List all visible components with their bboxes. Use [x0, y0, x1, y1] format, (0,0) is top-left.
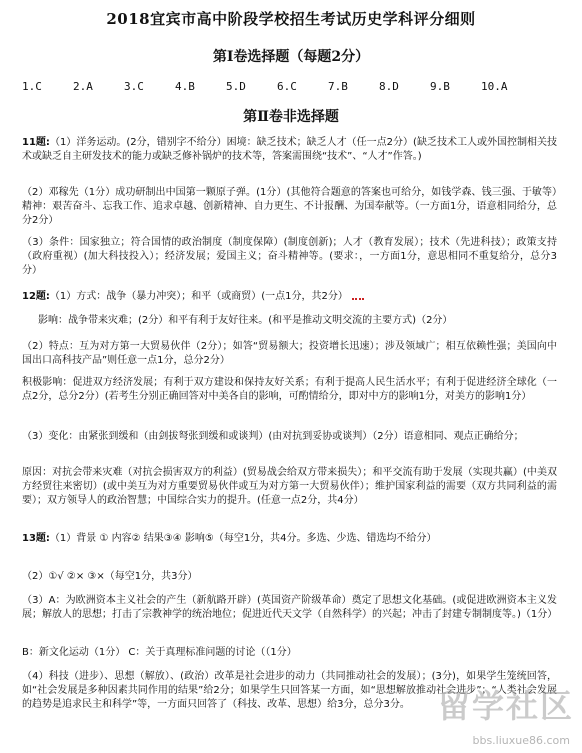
q13-part3: （3）A：为欧洲资本主义社会的产生（新航路开辟）(英国资产阶级革命）奠定了思想文化基础。(或促进欧洲资本主义发展；解放人的思想；打击了宗教神学的统治地位；促进近代天文学（自然科学）的兴起；冲击了封建专制制度等。)（1分）: [22, 595, 558, 620]
answer-item: 4.B: [175, 80, 195, 93]
answer-item: 8.D: [379, 80, 399, 93]
choice-answers-row: [22, 80, 562, 93]
q11-p1-text: （1）洋务运动。(2分，错别字不给分）困境：缺乏技术；缺乏人才（任一点2分）(缺乏技术工人或外国控制相关技术或缺乏自主研发技术的能力或缺乏修补锅炉的技术等，答案需围绕“技术”、“人才”作答。): [22, 137, 558, 162]
answer-item: 7.B: [328, 80, 348, 93]
answer-item: 2.A: [73, 80, 93, 93]
q12-p1-text: （1）方式：战争（暴力冲突）；和平（或商贸）(一点1分，共2分）: [49, 291, 348, 302]
watermark-logo: 留学社区: [437, 687, 574, 725]
q13-p1-text: （1）背景 ① 内容② 结果③④ 影响⑤（每空1分，共4分。多选、少选、错选均不给分）: [49, 533, 437, 544]
answer-item: 5.D: [226, 80, 246, 93]
q12-label: 12题:: [22, 291, 50, 302]
spellcheck-mark: [352, 293, 364, 300]
q12-part3: （3）变化：由紧张到缓和（由剑拔弩张到缓和或谈判）(由对抗到妥协或谈判）（2分）语意相同、观点正确给分；: [22, 431, 524, 442]
document-title: 2018宜宾市高中阶段学校招生考试历史学科评分细则: [106, 10, 476, 28]
q12-part1b: 影响：战争带来灾难；(2分）和平有利于友好往来。(和平是推动文明交流的主要方式)（2分）: [38, 315, 453, 326]
q12-part1: [22, 290, 557, 304]
answer-item: 9.B: [430, 80, 450, 93]
q13-part4: （4）科技（进步）、思想（解放）、(政治）改革是社会进步的动力（共同推动社会的发展）；(3分)，如果学生笼统回答，如“社会发展是多种因素共同作用的结果”给2分；如果学生只回答某一方面，如“思想解放推动社会进步”；“人类社会发展的趋势是追求民主和科学”等，一方面只回答了（科技、改革、思想）给3分，总分3分。: [22, 671, 557, 710]
q11-part1: [22, 136, 557, 164]
q13-part3b: B：新文化运动（1分） C：关于真理标准问题的讨论（（1分）: [22, 647, 297, 658]
q13-part2: （2）①√ ②× ③×（每空1分，共3分）: [22, 571, 198, 582]
q12-part2: （2）特点：互为对方第一大贸易伙伴（2分）；如答“贸易额大；投资增长迅速）；涉及领域广；相互依赖性强；美国向中国出口高科技产品”则任意一点1分，总分2分）: [22, 341, 557, 366]
q12-part3b: 原因：对抗会带来灾难（对抗会损害双方的利益）(贸易战会给双方带来损失）；和平交流有助于发展（实现共赢）(中美双方经贸往来密切）(或中美互为对方重要贸易伙伴或互为对方第一大贸易伙伴）；维护国家利益的需要（双方共同利益的需要）；双方领导人的政治智慧；中国综合实力的提升。(任意一点2分，共4分）: [22, 467, 557, 506]
answer-item: 6.C: [277, 80, 297, 93]
answer-item: 10.A: [481, 80, 508, 93]
section-heading-choice: 第Ⅰ卷选择题（每题2分）: [212, 49, 370, 65]
answer-item: 3.C: [124, 80, 144, 93]
q11-part2: （2）邓稼先（1分）成功研制出中国第一颗原子弹。(1分）(其他符合题意的答案也可给分，如钱学森、钱三强、于敏等）精神：艰苦奋斗、忘我工作、追求卓越、创新精神、自力更生、不计报酬、为国奉献等。（一方面1分，语意相同给分，总分2分）: [22, 187, 557, 226]
q13-label: 13题:: [22, 533, 50, 544]
q13-part1: [22, 532, 557, 546]
section-heading-nonchoice: 第Ⅱ卷非选择题: [243, 109, 339, 125]
watermark-url: bbs.liuxue86.com: [472, 734, 570, 747]
q11-part3: （3）条件：国家独立；符合国情的政治制度（制度保障）(制度创新)；人才（教育发展）；技术（先进科技）；政策支持（政府重视）(加大科技投入）；经济发展；爱国主义；奋斗精神等。(要求：，一方面1分，意思相同不重复给分，总分3分）: [22, 237, 557, 276]
q11-label: 11题:: [22, 137, 50, 148]
q12-part2b: 积极影响：促进双方经济发展；有利于双方建设和保持友好关系；有利于提高人民生活水平；有利于促进经济全球化（一点2分，总分2分）(若考生分别正确回答对中美各自的影响，可酌情给分，即对中方的影响1分，对美方的影响1分）: [22, 377, 557, 402]
answer-item: 1.C: [22, 80, 42, 93]
